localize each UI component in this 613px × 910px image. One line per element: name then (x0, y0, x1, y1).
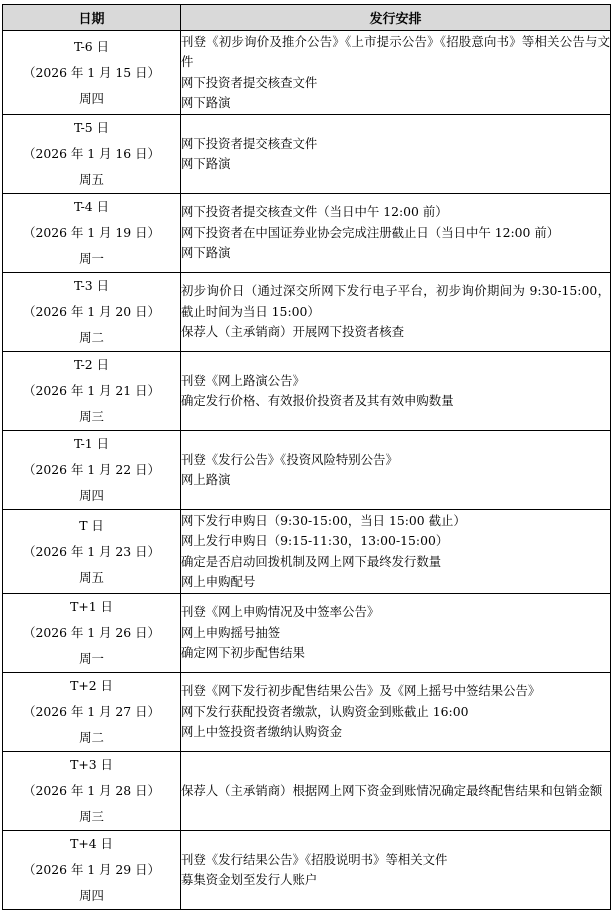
date-cell (3, 273, 181, 352)
date-cell (3, 431, 181, 510)
date-cell (3, 510, 181, 594)
trading-day-label: T+4 日 (70, 836, 113, 851)
table-row (3, 510, 611, 594)
date-cell (3, 115, 181, 194)
schedule-cell (181, 831, 611, 910)
date-cell (3, 594, 181, 673)
schedule-item: 网下发行申购日（9:30-15:00，当日 15:00 截止） (181, 512, 466, 528)
date-cell (3, 31, 181, 115)
date-cell (3, 194, 181, 273)
calendar-date: （2026 年 1 月 27 日） (23, 704, 160, 719)
schedule-item: 网下投资者提交核查文件（当日中午 12:00 前） (181, 204, 448, 220)
schedule-item: 网上路演 (181, 472, 231, 487)
table-row (3, 352, 611, 431)
table-row (3, 431, 611, 510)
calendar-date: （2026 年 1 月 16 日） (23, 146, 160, 161)
table-row (3, 673, 611, 752)
trading-day-label: T-6 日 (73, 38, 110, 54)
weekday: 周一 (79, 251, 104, 266)
weekday: 周四 (79, 888, 104, 903)
schedule-item: 网下投资者在中国证券业协会完成注册截止日（当日中午 12:00 前） (181, 224, 560, 240)
schedule-cell (181, 431, 611, 510)
calendar-date: （2026 年 1 月 21 日） (23, 383, 160, 398)
trading-day-label: T-1 日 (73, 436, 110, 451)
schedule-item: 网下发行获配投资者缴款，认购资金到账截止 16:00 (181, 703, 469, 719)
date-column-header: 日期 (3, 5, 181, 31)
table-row (3, 31, 611, 115)
schedule-column-header: 发行安排 (181, 5, 611, 31)
issuance-schedule-table (2, 4, 611, 910)
trading-day-label: T+3 日 (70, 757, 113, 772)
calendar-date: （2026 年 1 月 15 日） (23, 64, 160, 80)
schedule-item: 刊登《网上申购情况及中签率公告》 (181, 604, 380, 620)
table-row (3, 752, 611, 831)
calendar-date: （2026 年 1 月 28 日） (23, 783, 160, 798)
date-cell (3, 831, 181, 910)
table-header-row (3, 5, 611, 31)
schedule-cell (181, 273, 611, 352)
schedule-item: 初步询价日（通过深交所网下发行电子平台，初步询价期间为 9:30-15:00，截止时间为当日 15:00） (181, 283, 610, 319)
schedule-item: 网下投资者提交核查文件 (181, 135, 318, 151)
schedule-cell (181, 752, 611, 831)
weekday: 周四 (79, 488, 104, 503)
schedule-item: 保荐人（主承销商）根据网上网下资金到账情况确定最终配售结果和包销金额 (181, 782, 603, 798)
calendar-date: （2026 年 1 月 26 日） (23, 625, 160, 640)
schedule-item: 网上中签投资者缴纳认购资金 (181, 724, 343, 740)
calendar-date: （2026 年 1 月 20 日） (23, 304, 160, 319)
calendar-date: （2026 年 1 月 19 日） (23, 225, 160, 240)
schedule-item: 确定发行价格、有效报价投资者及其有效申购数量 (181, 393, 454, 408)
schedule-cell (181, 510, 611, 594)
schedule-item: 保荐人（主承销商）开展网下投资者核查 (181, 324, 405, 340)
schedule-cell (181, 194, 611, 273)
schedule-cell (181, 594, 611, 673)
schedule-item: 刊登《网下发行初步配售结果公告》及《网上摇号中签结果公告》 (181, 683, 541, 699)
schedule-item: 网下路演 (181, 156, 231, 171)
weekday: 周四 (79, 90, 104, 106)
trading-day-label: T-5 日 (73, 120, 110, 135)
schedule-item: 网下路演 (181, 95, 231, 110)
trading-day-label: T-4 日 (73, 199, 110, 214)
calendar-date: （2026 年 1 月 29 日） (23, 862, 160, 877)
schedule-cell (181, 31, 611, 115)
schedule-cell (181, 115, 611, 194)
weekday: 周二 (79, 330, 104, 345)
schedule-item: 网下路演 (181, 245, 231, 261)
weekday: 周二 (79, 730, 104, 745)
table-row (3, 594, 611, 673)
calendar-date: （2026 年 1 月 23 日） (23, 543, 160, 559)
trading-day-label: T-2 日 (73, 357, 110, 372)
schedule-item: 网上发行申购日（9:15-11:30，13:00-15:00） (181, 533, 449, 548)
schedule-cell (181, 673, 611, 752)
schedule-item: 刊登《网上路演公告》 (181, 372, 305, 388)
weekday: 周三 (79, 809, 104, 824)
schedule-cell (181, 352, 611, 431)
table-row (3, 273, 611, 352)
weekday: 周一 (79, 651, 104, 666)
trading-day-label: T+1 日 (70, 599, 113, 614)
table-row (3, 831, 611, 910)
trading-day-label: T-3 日 (73, 278, 110, 293)
schedule-item: 网上申购摇号抽签 (181, 624, 281, 640)
table-row (3, 115, 611, 194)
schedule-item: 募集资金划至发行人账户 (181, 872, 318, 887)
date-cell (3, 352, 181, 431)
weekday: 周五 (79, 172, 104, 187)
table-row (3, 194, 611, 273)
schedule-item: 确定是否启动回拨机制及网上网下最终发行数量 (181, 553, 442, 569)
schedule-item: 刊登《初步询价及推介公告》《上市提示公告》《招股意向书》等相关公告与文件 (181, 33, 610, 69)
weekday: 周五 (79, 569, 104, 585)
schedule-item: 刊登《发行公告》《投资风险特别公告》 (181, 451, 398, 467)
calendar-date: （2026 年 1 月 22 日） (23, 462, 160, 477)
schedule-item: 刊登《发行结果公告》《招股说明书》等相关文件 (181, 851, 448, 867)
schedule-item: 确定网下初步配售结果 (181, 645, 305, 661)
weekday: 周三 (79, 409, 104, 424)
date-cell (3, 673, 181, 752)
schedule-item: 网下投资者提交核查文件 (181, 74, 318, 90)
schedule-item: 网上申购配号 (181, 574, 256, 589)
trading-day-label: T+2 日 (70, 678, 113, 693)
trading-day-label: T 日 (79, 517, 104, 533)
date-cell (3, 752, 181, 831)
